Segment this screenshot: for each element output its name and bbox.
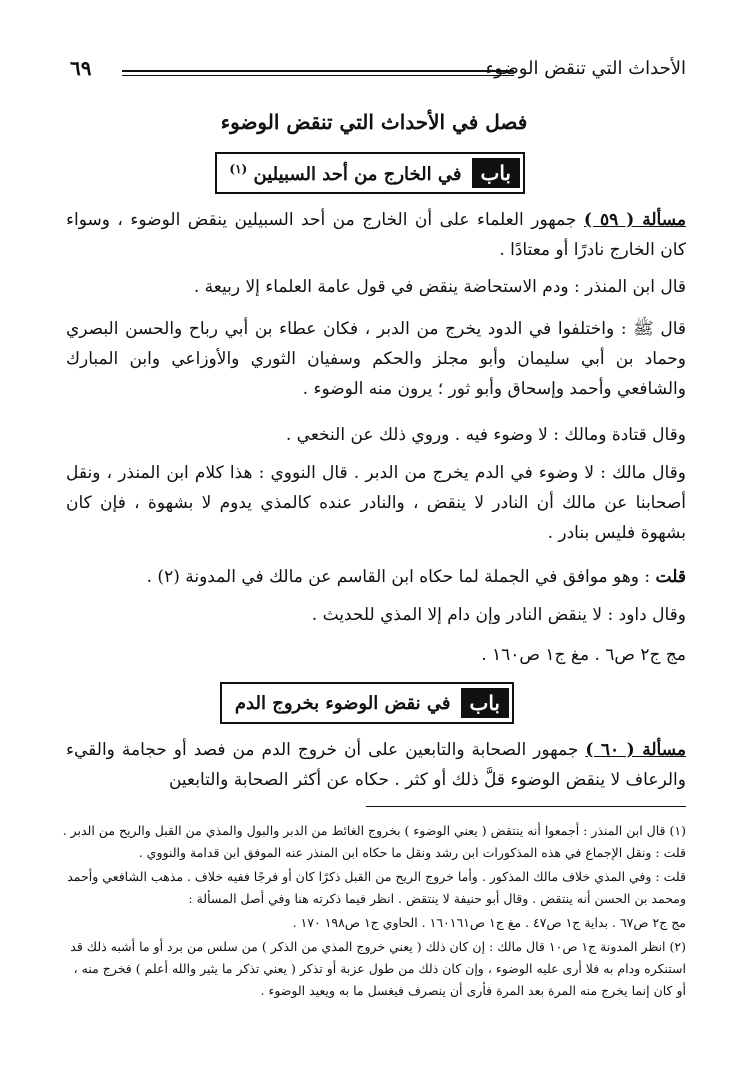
issue-label: مسألة ( ٥٩ ) — [583, 210, 686, 230]
header-title: الأحداث التي تنقض الوضوء — [485, 58, 686, 79]
header-rule — [122, 70, 514, 76]
paragraph: مسألة ( ٦٠ ) جمهور الصحابة والتابعين على أن خروج الدم من فصد أو حجامة والقيء والرعاف لا ينقض الوضوء قلَّ ذلك أو كثر . حكاه عن أكثر الصحابة والتابعين — [66, 740, 686, 790]
chapter-tag: باب — [472, 158, 521, 188]
chapter-tag: باب — [461, 688, 510, 718]
footnote-ref: (١) — [229, 161, 248, 176]
running-header — [70, 58, 686, 88]
reference-line: مج ج٢ ص٦ . مغ ج١ ص١٦٠ . — [481, 645, 686, 665]
chapter-title: في نقض الوضوء بخروج الدم — [234, 692, 451, 714]
footnote: مج ج٢ ص٦٧ . بداية ج١ ص٤٧ . مغ ج١ ص١٦٠١٦١ . الحاوي ج١ ص١٩٨ ١٧٠ . — [292, 915, 686, 930]
issue-label: مسألة ( ٦٠ ) — [585, 740, 686, 760]
paragraph: وقال مالك : لا وضوء في الدم يخرج من الدبر . قال النووي : هذا كلام ابن المنذر ، ونقل أصحابنا عن مالك أن النادر لا ينقض ، والنادر عنده كالمذي يدوم لا بشهوة ، فإن كان بشهوة فليس بنادر . — [66, 463, 686, 543]
paragraph: وقال قتادة ومالك : لا وضوء فيه . وروي ذلك عن النخعي . — [285, 425, 686, 445]
section-title: فصل في الأحداث التي تنقض الوضوء — [220, 110, 528, 134]
page-number: ٦٩ — [70, 56, 92, 80]
chapter-heading-2 — [220, 682, 514, 724]
paragraph: قال ابن المنذر : ودم الاستحاضة ينقض في قول عامة العلماء إلا ربيعة . — [193, 277, 686, 297]
footnote: (٢) انظر المدونة ج١ ص١٠ قال مالك : إن كان ذلك ( يعني خروج المذي من الذكر ) من سلس من برد أو ما أشبه ذلك قد استنكره ودام به فلا أرى عليه الوضوء ، وإن كان ذلك من طول عزبة أو تذكر ( يعني تذكر ما يثير والله أعلم ) فخرج منه ، أو كان إنما يخرج منه المرة بعد المرة فأرى أن ينصرف فيغسل ما به ويعيد الوضوء . — [70, 939, 686, 998]
chapter-heading-1 — [215, 152, 525, 194]
note-label: قلت — [655, 567, 686, 587]
paragraph: قلت : وهو موافق في الجملة لما حكاه ابن القاسم عن مالك في المدونة (٢) . — [146, 567, 686, 587]
paragraph: قال ﷺ : واختلفوا في الدود يخرج من الدبر ، فكان عطاء بن أبي رباح والحسن البصري وحماد بن أبي سليمان وأبو مجلز والحكم وسفيان الثوري والأوزاعي وابن المبارك والشافعي وأحمد وإسحاق وأبو ثور ؛ يرون منه الوضوء . — [66, 319, 686, 399]
paragraph: مسألة ( ٥٩ ) جمهور العلماء على أن الخارج من أحد السبيلين ينقض الوضوء ، وسواء كان الخارج نادرًا أو معتادًا . — [66, 210, 686, 260]
footnote: (١) قال ابن المنذر : أجمعوا أنه ينتقض ( يعني الوضوء ) بخروج الغائط من الدبر والبول والمذي من القبل والريح من الدبر . قلت : ونقل الإجماع في هذه المذكورات ابن رشد ونقل ما حكاه ابن المنذر عنه الموفق ابن قدامة والنووي . — [62, 823, 686, 860]
chapter-title: في الخارج من أحد السبيلين $^{(١)}$ — [229, 161, 462, 185]
footnote: قلت : وفي المذي خلاف مالك المذكور . وأما خروج الريح من القبل ذكرًا كان أو فرجًا ففيه خلاف . مذهب الشافعي وأحمد ومحمد بن الحسن أنه ينتقض . وقال أبو حنيفة لا ينتقض . انظر فيما ذكرته هنا وفي أصل المسألة : — [67, 869, 686, 906]
footnote-separator — [366, 806, 686, 807]
paragraph: وقال داود : لا ينقض النادر وإن دام إلا المذي للحديث . — [311, 605, 686, 625]
